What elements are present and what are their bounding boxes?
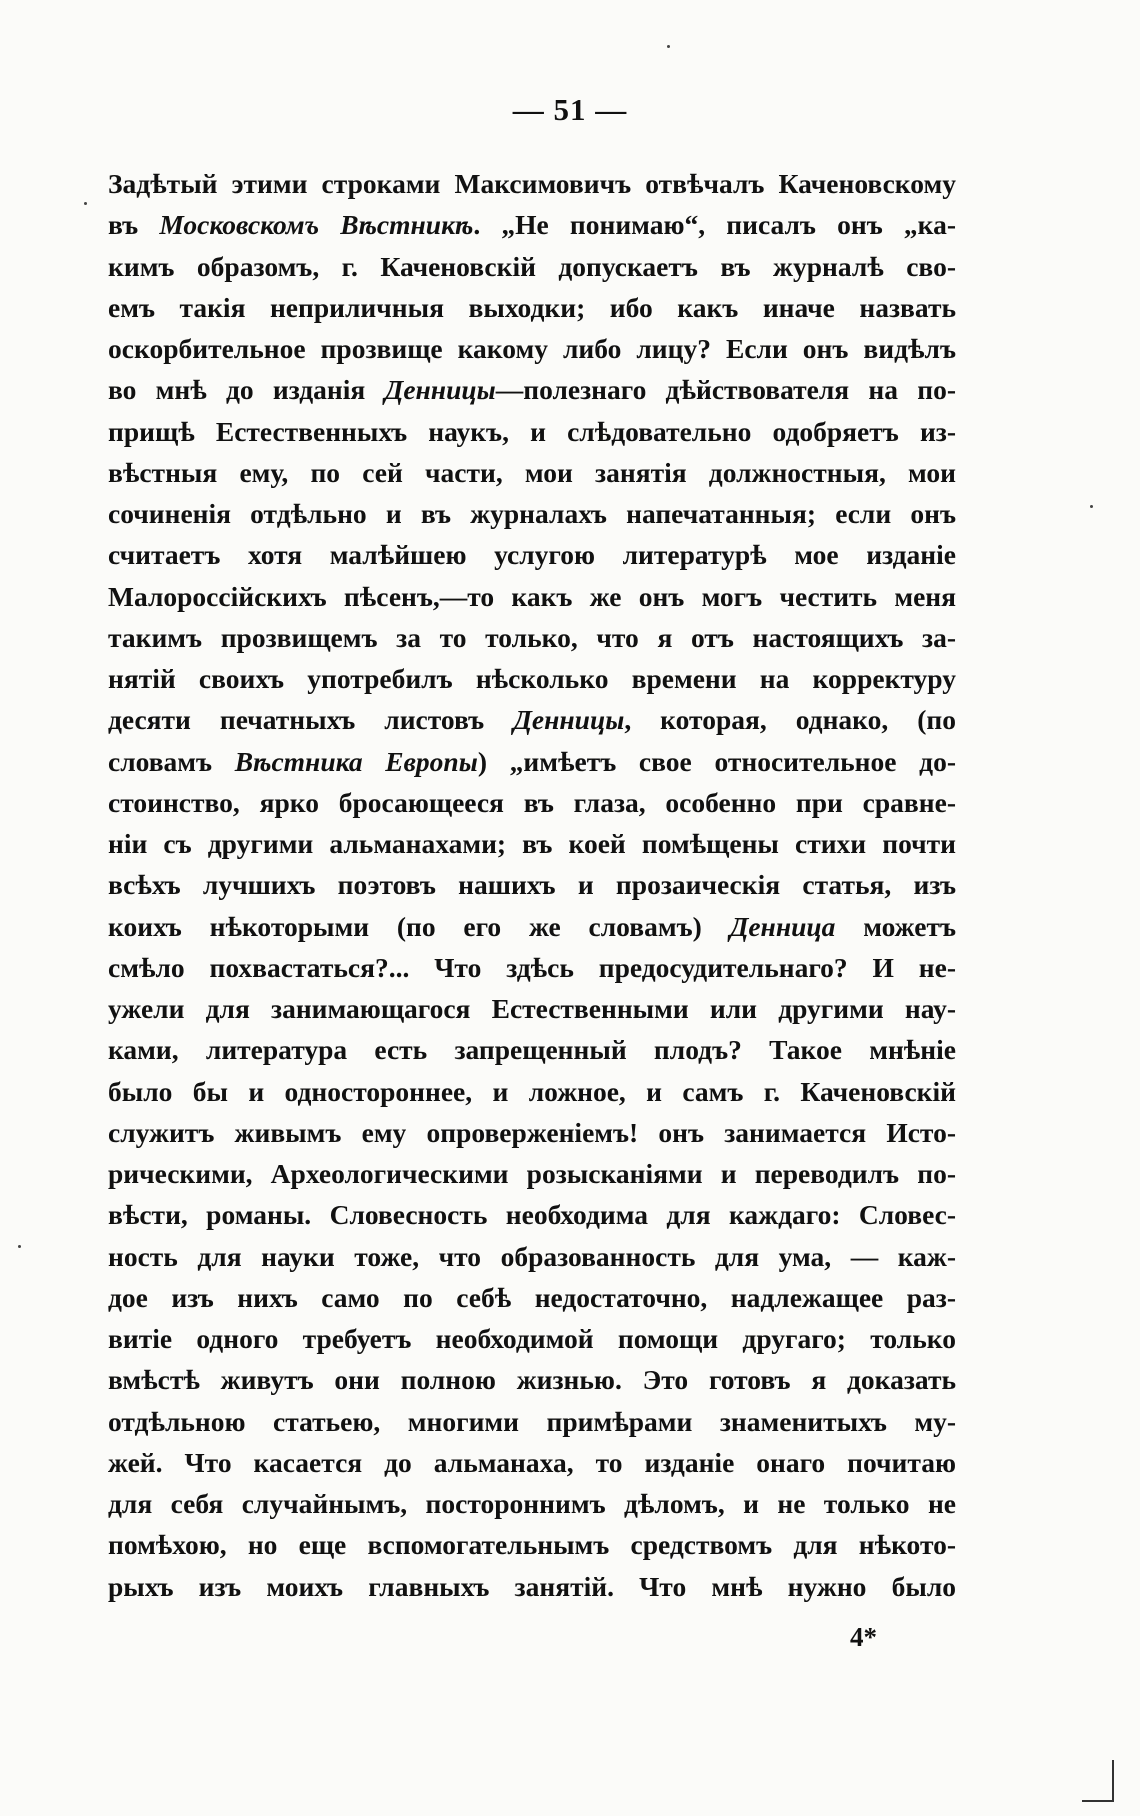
text-run: рическими, Археологическими розысканіями и переводилъ по- <box>108 1158 956 1189</box>
text-run: кимъ образомъ, г. Каченовскій допускаетъ въ журналѣ сво- <box>108 250 956 282</box>
text-run: ніи съ другими альманахами; въ коей помѣщены стихи почти <box>108 828 956 859</box>
text-run: оскорбительное прозвище какому либо лицу? Если онъ видѣлъ <box>108 333 956 364</box>
text-run: вмѣстѣ живутъ они полною жизнью. Это готовъ я доказать <box>108 1364 956 1396</box>
text-line <box>108 1277 956 1318</box>
text-line <box>108 782 956 823</box>
page-number: — 51 — <box>512 92 628 127</box>
text-run: . „Не понимаю“, писалъ онъ „ка- <box>473 209 956 241</box>
body-text <box>108 163 956 1607</box>
text-run: отдѣльною статьею, многими примѣрами знаменитыхъ му- <box>108 1405 956 1437</box>
text-line <box>108 1112 956 1153</box>
text-line <box>108 906 956 947</box>
text-run: Задѣтый этими строками Максимовичъ отвѣчалъ Каченовскому <box>108 168 956 199</box>
text-run: жей. Что касается до альманаха, то изданіе онаго почитаю <box>108 1446 956 1478</box>
text-run: рыхъ изъ моихъ главныхъ занятій. Что мнѣ нужно было <box>108 1570 956 1602</box>
text-line <box>108 699 956 740</box>
text-run: ность для науки тоже, что образованность для ума, — каж- <box>108 1240 956 1272</box>
text-line <box>108 1359 956 1400</box>
italic-title: Вѣстника Европы <box>234 745 478 777</box>
text-run: было бы и одностороннее, и ложное, и самъ г. Каченовскій <box>108 1075 956 1107</box>
text-run: смѣло похвастаться?... Что здѣсь предосудительнаго? И не- <box>108 951 956 983</box>
text-run: —полезнаго дѣйствователя на по- <box>495 374 956 406</box>
text-line <box>108 1194 956 1235</box>
text-run: всѣхъ лучшихъ поэтовъ нашихъ и прозаическія статья, изъ <box>108 869 956 901</box>
text-line <box>108 1236 956 1277</box>
text-run: стоинство, ярко бросающееся въ глаза, особенно при сравне- <box>108 786 956 818</box>
text-line <box>108 576 956 617</box>
text-line <box>108 823 956 864</box>
text-run: вѣсти, романы. Словесность необходима для каждаго: Словес- <box>108 1199 956 1231</box>
text-line <box>108 204 956 245</box>
text-line <box>108 947 956 988</box>
text-line <box>108 493 956 534</box>
text-run: во мнѣ до изданія <box>108 374 385 406</box>
text-line <box>108 287 956 328</box>
text-line <box>108 1483 956 1524</box>
text-run: служитъ живымъ ему опроверженіемъ! онъ занимается Исто- <box>108 1116 956 1148</box>
text-run: для себя случайнымъ, постороннимъ дѣломъ, и не только не <box>108 1488 956 1519</box>
text-line <box>108 1071 956 1112</box>
text-run: считаетъ хотя малѣйшею услугою литературѣ мое изданіе <box>108 539 956 571</box>
print-speck <box>18 1245 21 1248</box>
text-line <box>108 864 956 905</box>
text-run: въ <box>108 209 160 241</box>
text-line <box>108 1524 956 1565</box>
text-line <box>108 1401 956 1442</box>
text-line <box>108 246 956 287</box>
italic-title: Денницы <box>513 704 625 736</box>
text-run: десяти печатныхъ листовъ <box>108 704 514 736</box>
text-run: помѣхою, но еще вспомогательнымъ средствомъ для нѣкото- <box>108 1529 956 1561</box>
print-speck <box>1090 505 1093 508</box>
text-line <box>108 452 956 493</box>
text-run: витіе одного требуетъ необходимой помощи другаго; только <box>108 1323 956 1354</box>
text-run: словамъ <box>108 745 235 777</box>
text-line <box>108 369 956 410</box>
text-line <box>108 1442 956 1483</box>
text-run: дое изъ нихъ само по себѣ недостаточно, надлежащее раз- <box>108 1281 956 1313</box>
page-corner-mark <box>1082 1760 1114 1802</box>
text-run: , которая, однако, (по <box>624 704 956 736</box>
text-line <box>108 328 956 369</box>
text-run: ками, литература есть запрещенный плодъ? Такое мнѣніе <box>108 1034 956 1066</box>
italic-title: Московскомъ Вѣстникѣ <box>159 209 474 241</box>
text-line <box>108 988 956 1029</box>
text-run: сочиненія отдѣльно и въ журналахъ напечатанныя; если онъ <box>108 498 956 529</box>
text-run: прищѣ Естественныхъ наукъ, и слѣдовательно одобряетъ из- <box>108 415 956 447</box>
text-run: вѣстныя ему, по сей части, мои занятія должностныя, мои <box>108 456 956 488</box>
text-line <box>108 534 956 575</box>
text-run: такимъ прозвищемъ за то только, что я отъ настоящихъ за- <box>108 621 956 653</box>
italic-title: Денница <box>729 910 836 942</box>
text-line <box>108 1153 956 1194</box>
print-speck <box>667 45 670 48</box>
text-run: коихъ нѣкоторыми (по его же словамъ) <box>108 910 730 942</box>
text-run: емъ такія неприличныя выходки; ибо какъ иначе назвать <box>108 291 956 323</box>
text-line <box>108 411 956 452</box>
text-line <box>108 741 956 782</box>
signature-mark: 4* <box>850 1622 877 1652</box>
text-line <box>108 658 956 699</box>
text-line <box>108 617 956 658</box>
text-line <box>108 1566 956 1607</box>
italic-title: Денницы <box>384 374 496 406</box>
text-run: ) „имѣетъ свое относительное до- <box>477 745 956 777</box>
text-run: ужели для занимающагося Естественными или другими нау- <box>108 993 956 1024</box>
text-run: Малороссійскихъ пѣсенъ,—то какъ же онъ могъ честить меня <box>108 580 956 612</box>
text-line <box>108 1029 956 1070</box>
text-line <box>108 1318 956 1359</box>
text-line <box>108 163 956 204</box>
text-run: нятій своихъ употребилъ нѣсколько времени на корректуру <box>108 663 956 694</box>
text-run: можетъ <box>835 910 956 942</box>
print-speck <box>84 202 87 205</box>
